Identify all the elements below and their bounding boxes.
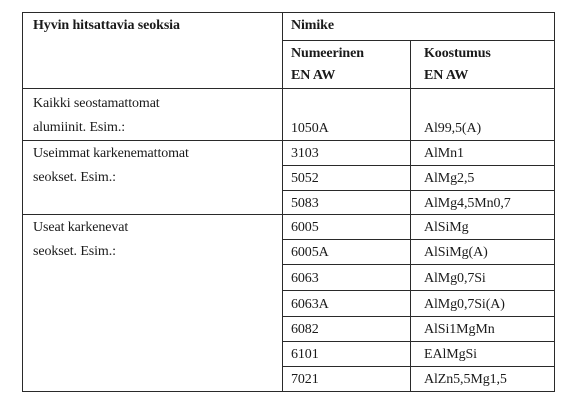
header-group-label: Hyvin hitsattavia seoksia (33, 18, 180, 33)
header-composition-label: Koostumus (424, 46, 491, 61)
column-separator-2 (410, 40, 411, 392)
composition-cell: AlMg0,7Si (424, 271, 486, 286)
group-label-continuation: seokset. Esim.: (33, 170, 116, 185)
numeric-cell: 6005 (291, 220, 319, 235)
numeric-cell: 5083 (291, 196, 319, 211)
row-separator (282, 290, 555, 291)
table-border-left (22, 12, 23, 392)
row-separator (282, 264, 555, 265)
table-border-bottom (22, 391, 555, 392)
numeric-cell: 3103 (291, 146, 319, 161)
group-label: Useat karkenevat (33, 220, 129, 235)
row-separator (282, 366, 555, 367)
header-numeric-sublabel: EN AW (291, 68, 336, 83)
group-label-continuation: seokset. Esim.: (33, 244, 116, 259)
header-subdivider (282, 40, 555, 41)
row-separator (282, 190, 555, 191)
row-separator (282, 239, 555, 240)
group-separator-1 (22, 140, 555, 141)
composition-cell: AlMg4,5Mn0,7 (424, 196, 511, 211)
group-label-continuation: alumiinit. Esim.: (33, 120, 126, 135)
composition-cell: AlSi1MgMn (424, 322, 495, 337)
composition-cell: AlSiMg(A) (424, 245, 488, 260)
row-separator (282, 341, 555, 342)
header-bottom-line (22, 88, 555, 89)
group-label: Kaikki seostamattomat (33, 96, 160, 111)
composition-cell: AlSiMg (424, 220, 469, 235)
numeric-cell: 7021 (291, 372, 319, 387)
column-separator-1 (282, 12, 283, 392)
composition-cell: AlMn1 (424, 146, 464, 161)
composition-cell: AlMg2,5 (424, 171, 475, 186)
numeric-cell: 5052 (291, 171, 319, 186)
header-numeric-label: Numeerinen (291, 46, 364, 61)
numeric-cell: 1050A (291, 121, 329, 136)
table-border-top (22, 12, 555, 13)
numeric-cell: 6005A (291, 245, 329, 260)
composition-cell: Al99,5(A) (424, 121, 482, 136)
header-composition-sublabel: EN AW (424, 68, 469, 83)
numeric-cell: 6082 (291, 322, 319, 337)
composition-cell: EAlMgSi (424, 347, 477, 362)
numeric-cell: 6101 (291, 347, 319, 362)
row-separator (282, 165, 555, 166)
composition-cell: AlZn5,5Mg1,5 (424, 372, 507, 387)
row-separator (282, 316, 555, 317)
group-separator-2 (22, 214, 555, 215)
header-name-label: Nimike (291, 18, 334, 33)
composition-cell: AlMg0,7Si(A) (424, 297, 505, 312)
numeric-cell: 6063 (291, 271, 319, 286)
table-border-right (554, 12, 555, 392)
group-label: Useimmat karkenemattomat (33, 146, 189, 161)
numeric-cell: 6063A (291, 297, 329, 312)
